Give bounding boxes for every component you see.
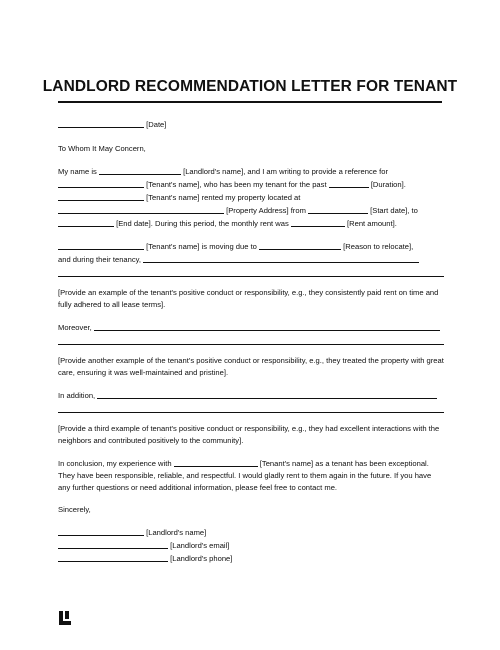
signature-block: [Landlord's name] [Landlord's email] [Landlord's phone] xyxy=(58,526,444,565)
tenant-name-blank-3[interactable] xyxy=(58,240,144,250)
document-logo-icon xyxy=(58,610,72,626)
tenancy-blank[interactable] xyxy=(143,253,419,263)
moving-paragraph: [Tenant's name] is moving due to [Reason to relocate], and during their tenancy, xyxy=(58,240,444,266)
signature-phone-blank[interactable] xyxy=(58,552,168,562)
tenant-name-blank-2[interactable] xyxy=(58,191,144,201)
intro-paragraph: My name is [Landlord's name], and I am writing to provide a reference for [Tenant's name], who has been my tenant for the past [Duration]. [Tenant's name] rented my property located at [Property Address] from [Start date], to [End date]. During this period, the monthly rent was [Rent amount]. xyxy=(58,167,418,228)
date-label: [Date] xyxy=(146,120,167,129)
signature-email-blank[interactable] xyxy=(58,539,168,549)
example-2: [Provide another example of the tenant's positive conduct or responsibility, e.g., they treated the property with great care, ensuring it was well-maintained and pristine]. xyxy=(58,356,444,377)
conclusion-paragraph: In conclusion, my experience with [Tenant's name] as a tenant has been exceptional. They have been responsible, reliable, and respectful. I would gladly rent to them again in the future. If you have any further questions or need additional information, please feel free to contact me. xyxy=(58,459,432,492)
moreover-blank[interactable] xyxy=(94,321,440,331)
example-1: [Provide an example of the tenant's positive conduct or responsibility, e.g., they consistently paid rent on time and fully adhered to all lease terms]. xyxy=(58,288,439,309)
in-addition-line: In addition, xyxy=(58,389,444,402)
rent-amount-blank[interactable] xyxy=(291,217,345,227)
tenant-name-blank-4[interactable] xyxy=(174,457,258,467)
property-address-blank[interactable] xyxy=(58,204,224,214)
signature-name-blank[interactable] xyxy=(58,526,144,536)
date-blank[interactable] xyxy=(58,118,144,128)
example-3: [Provide a third example of tenant's positive conduct or responsibility, e.g., they had excellent interactions with the neighbors and contributed positively to the community]. xyxy=(58,424,440,445)
start-date-blank[interactable] xyxy=(308,204,368,214)
date-line xyxy=(58,118,444,131)
duration-blank[interactable] xyxy=(329,178,369,188)
document-title: LANDLORD RECOMMENDATION LETTER FOR TENANT xyxy=(42,78,458,95)
end-date-blank[interactable] xyxy=(58,217,114,227)
blank-line[interactable] xyxy=(58,334,444,345)
tenant-name-blank[interactable] xyxy=(58,178,144,188)
landlord-name-blank[interactable] xyxy=(99,165,181,175)
in-addition-blank[interactable] xyxy=(97,389,437,399)
blank-line[interactable] xyxy=(58,266,444,277)
letter-body xyxy=(58,118,444,565)
blank-line[interactable] xyxy=(58,402,444,413)
closing: Sincerely, xyxy=(58,505,91,514)
reason-blank[interactable] xyxy=(259,240,341,250)
moreover-line: Moreover, xyxy=(58,321,444,334)
salutation: To Whom It May Concern, xyxy=(58,144,146,153)
title-divider xyxy=(58,101,442,103)
